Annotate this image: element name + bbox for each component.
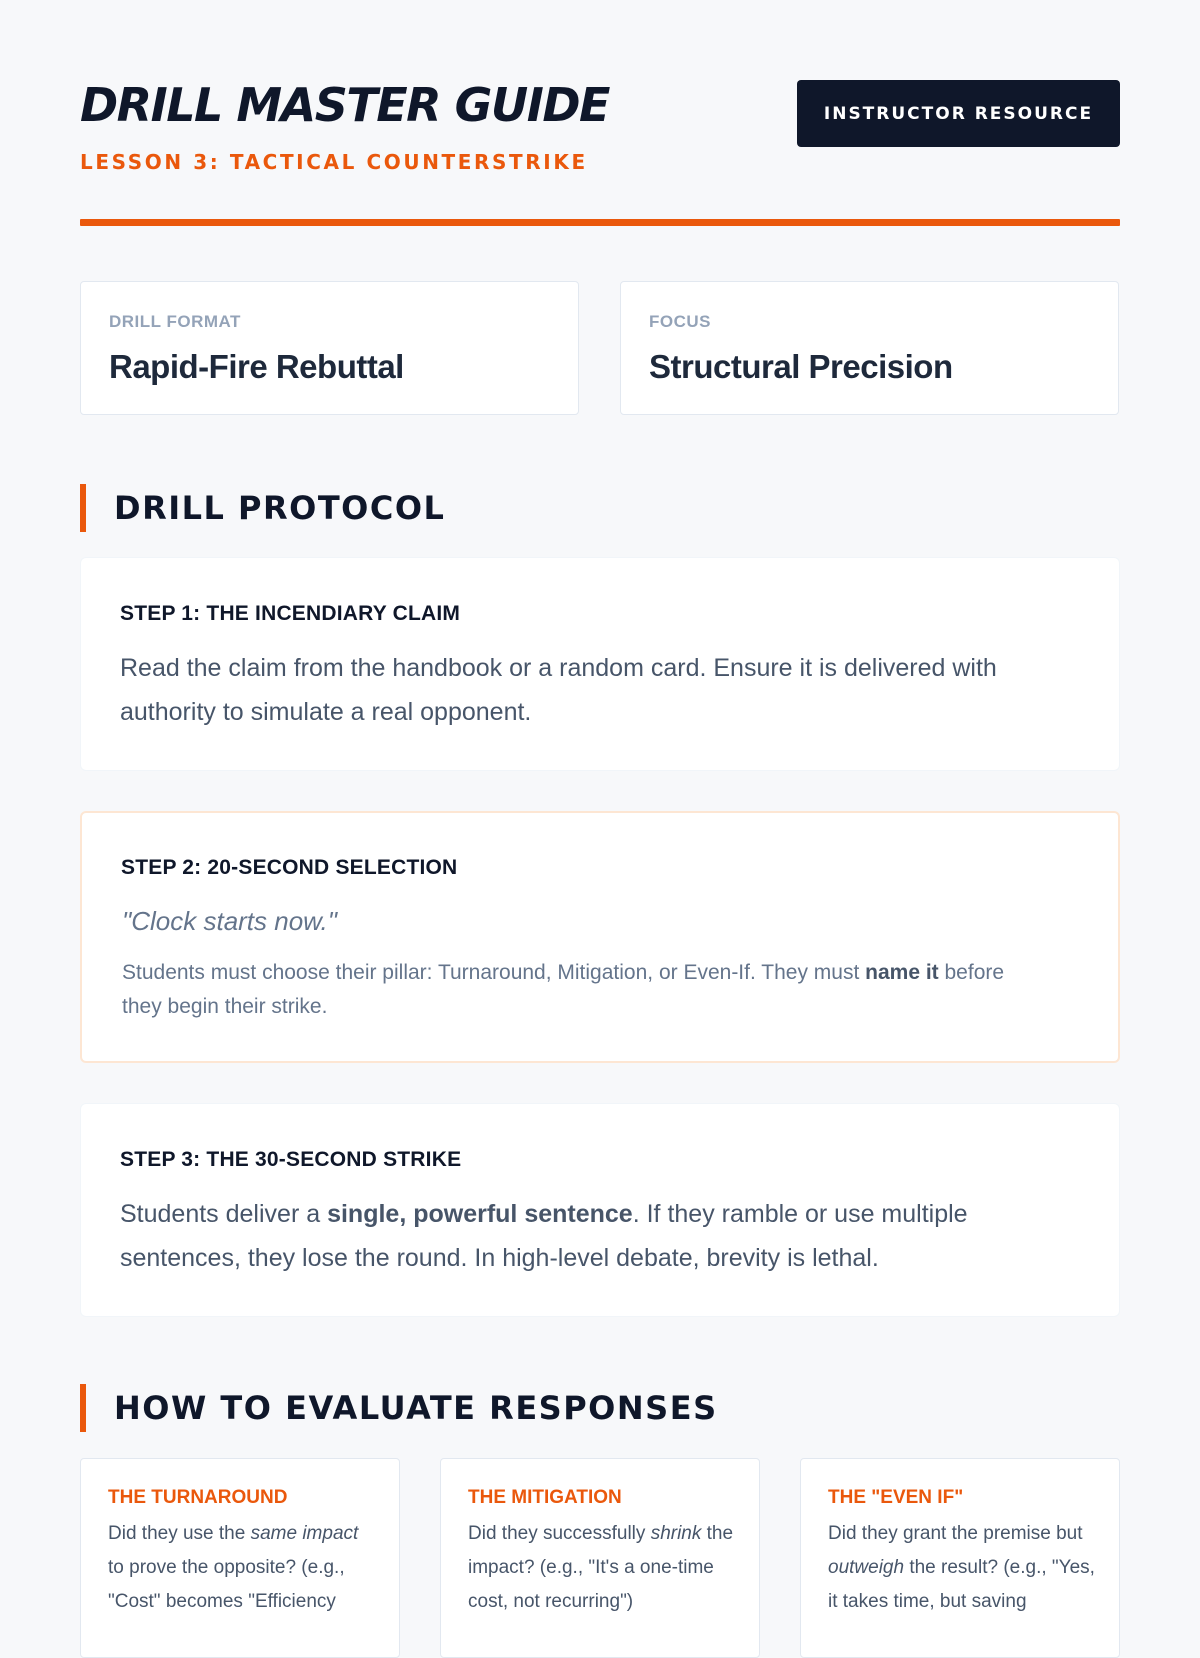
eval-body-emphasis: outweigh xyxy=(828,1557,905,1578)
lesson-subtitle: LESSON 3: TACTICAL COUNTERSTRIKE xyxy=(80,150,588,174)
step-1-title: STEP 1: THE INCENDIARY CLAIM xyxy=(120,602,461,625)
focus-card xyxy=(620,281,1119,415)
step-1-body: Read the claim from the handbook or a random card. Ensure it is delivered with authority to simulate a real opponent. xyxy=(120,654,997,726)
section-title: DRILL PROTOCOL xyxy=(114,489,446,527)
step-3-title: STEP 3: THE 30-SECOND STRIKE xyxy=(120,1148,462,1171)
page-title: DRILL MASTER GUIDE xyxy=(80,78,609,132)
eval-body-text: Did they grant the premise but xyxy=(828,1523,1083,1544)
eval-body-emphasis: shrink xyxy=(650,1523,702,1544)
step-2-body-emphasis: name it xyxy=(865,961,939,984)
step-2-body-text-end: before they begin their strike. xyxy=(122,961,1005,1018)
instructor-resource-badge: INSTRUCTOR RESOURCE xyxy=(797,80,1120,147)
header-divider xyxy=(80,219,1120,226)
step-3-card xyxy=(80,1103,1120,1317)
step-3-body xyxy=(120,1192,1059,1280)
eval-body-text-end: the result? (e.g., "Yes, it takes time, but saving xyxy=(828,1557,1095,1612)
step-2-title: STEP 2: 20-SECOND SELECTION xyxy=(121,856,458,879)
section-evaluate-responses xyxy=(80,1384,1120,1432)
header xyxy=(80,0,1120,226)
eval-title: THE TURNAROUND xyxy=(108,1487,288,1508)
eval-card-turnaround xyxy=(80,1458,400,1658)
step-1-card xyxy=(80,557,1120,771)
step-2-card xyxy=(80,811,1120,1063)
section-drill-protocol xyxy=(80,484,1120,532)
section-accent-bar xyxy=(80,1384,86,1432)
eval-card-mitigation xyxy=(440,1458,760,1658)
eval-body xyxy=(828,1517,1095,1619)
step-2-body-text: Students must choose their pillar: Turnaround, Mitigation, or Even-If. They must xyxy=(122,961,866,984)
drill-format-value: Rapid-Fire Rebuttal xyxy=(109,348,404,385)
step-2-body xyxy=(122,956,1038,1024)
drill-format-label: DRILL FORMAT xyxy=(109,312,241,331)
focus-label: FOCUS xyxy=(649,312,711,331)
eval-body-text: Did they successfully xyxy=(468,1523,651,1544)
meta-row xyxy=(80,281,1120,417)
eval-card-even-if xyxy=(800,1458,1120,1658)
page xyxy=(80,0,1120,1427)
eval-title: THE MITIGATION xyxy=(468,1487,622,1508)
eval-body xyxy=(468,1517,735,1619)
drill-format-card xyxy=(80,281,579,415)
eval-body-text: Did they use the xyxy=(108,1523,251,1544)
eval-title: THE "EVEN IF" xyxy=(828,1487,964,1508)
eval-body xyxy=(108,1517,375,1619)
focus-value: Structural Precision xyxy=(649,348,953,385)
step-3-body-text: Students deliver a xyxy=(120,1200,328,1228)
eval-body-text-end: the impact? (e.g., "It's a one-time cost, not recurring") xyxy=(468,1523,734,1612)
step-3-body-emphasis: single, powerful sentence xyxy=(327,1200,633,1228)
eval-body-text-end: to prove the opposite? (e.g., "Cost" becomes "Efficiency xyxy=(108,1557,345,1612)
section-accent-bar xyxy=(80,484,86,532)
step-2-quote: "Clock starts now." xyxy=(122,906,337,936)
section-title: HOW TO EVALUATE RESPONSES xyxy=(114,1389,718,1427)
step-3-body-text-end: . If they ramble or use multiple sentences, they lose the round. In high-level debate, brevity is lethal. xyxy=(120,1200,968,1272)
eval-body-emphasis: same impact xyxy=(250,1523,359,1544)
